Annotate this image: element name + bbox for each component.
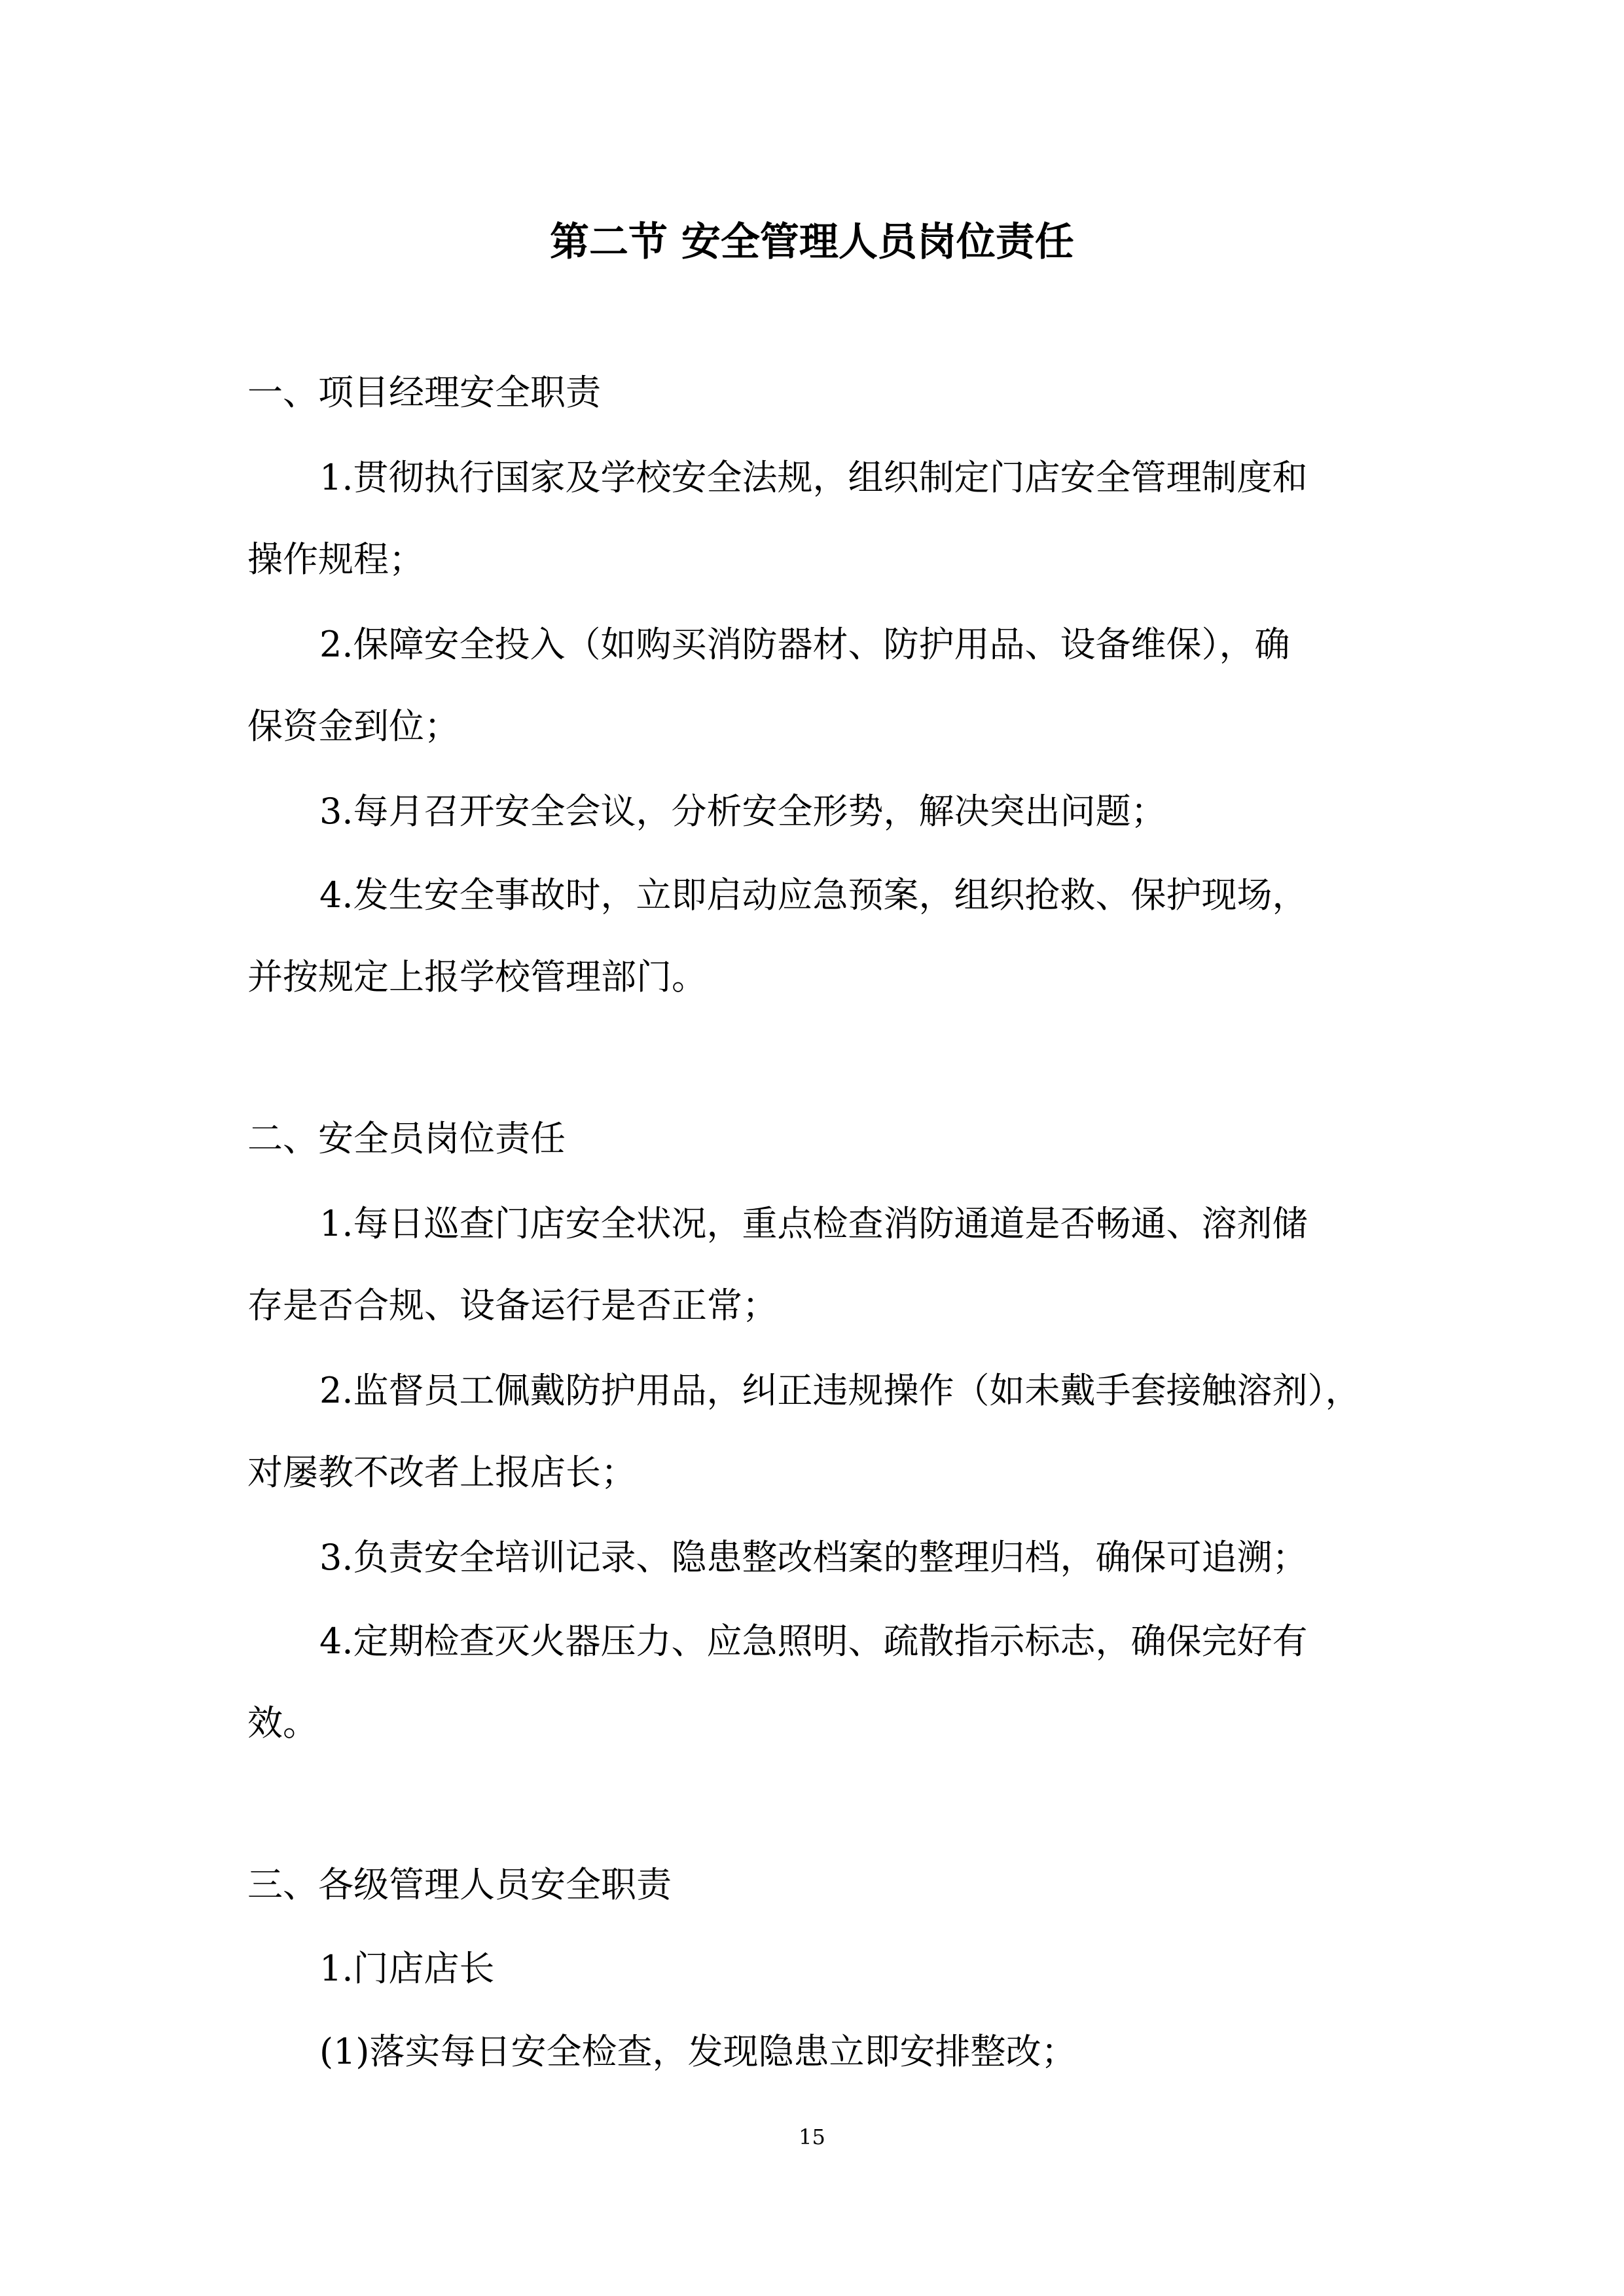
page-number: 15 — [799, 2125, 825, 2149]
section-2-item-4-line-2: 效。 — [247, 1702, 318, 1744]
section-2-item-2-line-1: 2.监督员工佩戴防护用品，纠正违规操作（如未戴手套接触溶剂）， — [319, 1370, 1361, 1411]
section-2-item-2-line-2: 对屡教不改者上报店长； — [247, 1452, 636, 1493]
section-2-item-3-line-1: 3.负责安全培训记录、隐患整改档案的整理归档，确保可追溯； — [319, 1537, 1308, 1578]
section-1-item-1-line-1: 1.贯彻执行国家及学校安全法规，组织制定门店安全管理制度和 — [319, 457, 1308, 498]
section-1-item-1-line-2: 操作规程； — [247, 539, 424, 580]
section-2-item-1-line-2: 存是否合规、设备运行是否正常； — [247, 1285, 778, 1326]
section-1-item-2-line-1: 2.保障安全投入（如购买消防器材、防护用品、设备维保），确 — [319, 624, 1290, 665]
page-title: 第二节 安全管理人员岗位责任 — [550, 219, 1074, 265]
section-1-item-2-line-2: 保资金到位； — [247, 706, 460, 747]
section-2-item-1-line-1: 1.每日巡查门店安全状况，重点检查消防通道是否畅通、溶剂储 — [319, 1203, 1308, 1244]
section-heading-1: 一、项目经理安全职责 — [247, 372, 601, 413]
section-1-item-3-line-1: 3.每月召开安全会议，分析安全形势，解决突出问题； — [319, 791, 1166, 832]
section-3-item-1-line-1: 1.门店店长 — [319, 1948, 495, 1989]
section-1-item-4-line-1: 4.发生安全事故时，立即启动应急预案，组织抢救、保护现场， — [319, 874, 1308, 916]
section-1-item-4-line-2: 并按规定上报学校管理部门。 — [247, 956, 707, 997]
section-2-item-4-line-1: 4.定期检查灭火器压力、应急照明、疏散指示标志，确保完好有 — [319, 1621, 1308, 1662]
section-heading-3: 三、各级管理人员安全职责 — [247, 1864, 672, 1905]
section-3-item-2-line-1: (1)落实每日安全检查，发现隐患立即安排整改； — [319, 2031, 1077, 2072]
section-heading-2: 二、安全员岗位责任 — [247, 1118, 566, 1159]
